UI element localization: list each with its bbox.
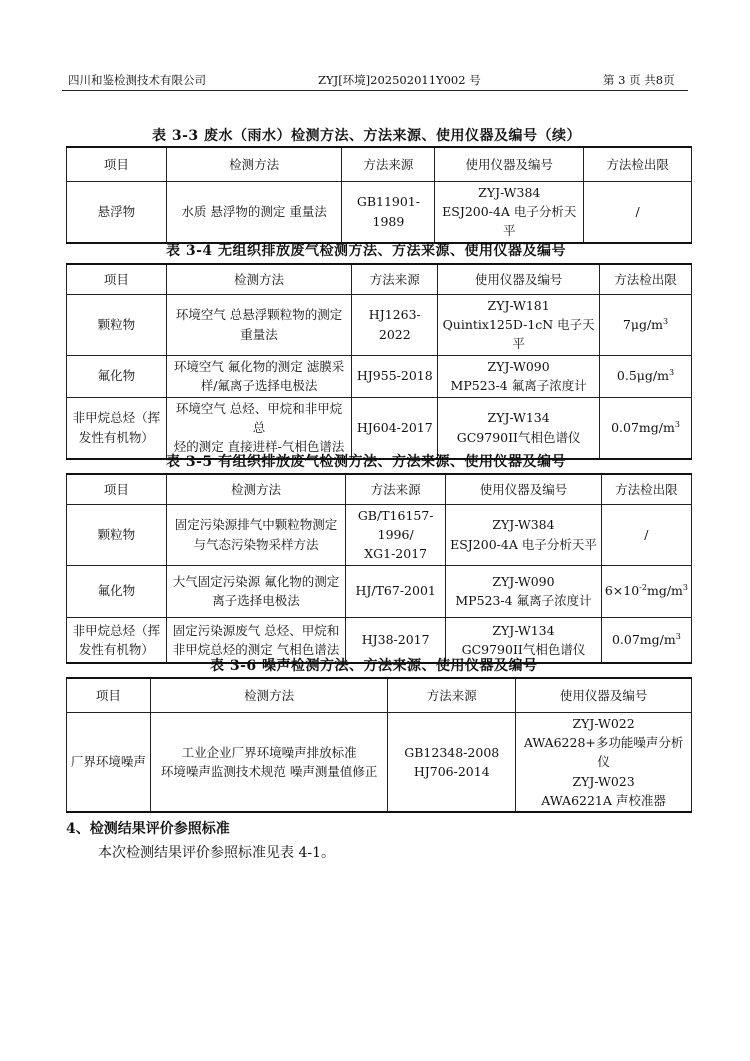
instrument-name: MP523-4 氟离子浓度计 <box>455 593 592 609</box>
method-cell <box>166 565 345 617</box>
instrument-cell <box>516 712 692 812</box>
source-cell <box>388 712 516 812</box>
header-cell: 检测方法 <box>166 147 342 181</box>
limit-unit-exponent: 3 <box>669 368 675 378</box>
limit-value: 0.07mg/m <box>611 632 676 648</box>
method-line: 环境噪声监测技术规范 噪声测量值修正 <box>160 763 378 779</box>
header-divider <box>62 90 688 91</box>
instrument-cell <box>435 181 584 243</box>
instrument-name: AWA6221A 声校准器 <box>541 793 666 808</box>
page-number: 第 3 页 共8页 <box>603 73 675 87</box>
source-cell: HJ/T67-2001 <box>346 565 446 617</box>
instrument-cell <box>446 565 602 617</box>
table-3-5-caption: 表 3-5 有组织排放废气检测方法、方法来源、使用仪器及编号 <box>166 454 567 470</box>
source-line: GB/T16157-1996/ <box>357 507 434 542</box>
limit-value: 0.5μg/m <box>616 368 669 384</box>
method-cell <box>166 294 352 355</box>
method-line: 大气固定污染源 氟化物的测定 <box>172 573 340 589</box>
instrument-cell <box>446 504 602 565</box>
header-cell: 方法检出限 <box>600 264 692 294</box>
instrument-name: MP523-4 氟离子浓度计 <box>450 378 587 394</box>
method-line: 环境空气 氟化物的测定 滤膜采 <box>173 358 345 374</box>
header-cell: 方法来源 <box>352 264 438 294</box>
limit-cell <box>601 617 691 663</box>
header-cell: 使用仪器及编号 <box>435 147 584 181</box>
instrument-id: ZYJ-W022 <box>572 715 635 731</box>
table-header-row <box>67 147 692 181</box>
limit-value: 7μg/m <box>622 316 664 332</box>
item-line: 非甲烷总烃（挥 <box>72 622 161 638</box>
item-cell: 氟化物 <box>67 565 167 617</box>
item-line: 发性有机物） <box>78 429 154 445</box>
instrument-id: ZYJ-W134 <box>487 410 550 426</box>
table-row <box>67 181 692 243</box>
instrument-id: ZYJ-W134 <box>492 622 555 638</box>
method-cell <box>166 504 345 565</box>
header-cell: 检测方法 <box>150 678 387 712</box>
instrument-name: AWA6228+多功能噪声分析仪 <box>523 734 684 770</box>
table-row <box>67 712 692 812</box>
table-3-4-caption: 表 3-4 无组织排放废气检测方法、方法来源、使用仪器及编号 <box>166 243 567 259</box>
section-4-text: 本次检测结果评价参照标准见表 4-1。 <box>98 845 335 861</box>
header-cell: 使用仪器及编号 <box>516 678 692 712</box>
method-line: 与气态污染物采样方法 <box>193 536 319 552</box>
table-3-5 <box>66 473 692 664</box>
header-cell: 项目 <box>67 474 167 504</box>
method-line: 固定污染源废气 总烃、甲烷和 <box>172 622 340 638</box>
method-line: 离子选择电极法 <box>212 593 300 609</box>
item-cell: 氟化物 <box>67 355 167 397</box>
limit-cell <box>600 397 692 459</box>
instrument-id: ZYJ-W384 <box>492 517 555 533</box>
limit-unit-exponent: 3 <box>675 632 681 642</box>
instrument-cell <box>438 294 600 355</box>
header-cell: 方法来源 <box>388 678 516 712</box>
header-cell: 方法检出限 <box>601 474 691 504</box>
table-header-row <box>67 678 692 712</box>
header-cell: 检测方法 <box>166 474 345 504</box>
limit-cell <box>601 565 691 617</box>
item-line: 发性有机物） <box>78 641 154 657</box>
table-header-row <box>67 474 692 504</box>
limit-cell <box>600 355 692 397</box>
section-4-title: 4、检测结果评价参照标准 <box>66 821 230 837</box>
source-cell: HJ38-2017 <box>346 617 446 663</box>
instrument-name: GC9790II气相色谱仪 <box>461 641 586 657</box>
limit-unit-exponent: 3 <box>674 419 680 429</box>
table-row <box>67 504 692 565</box>
table-row <box>67 355 692 397</box>
method-line: 固定污染源排气中颗粒物测定 <box>174 517 338 533</box>
table-3-4 <box>66 263 692 460</box>
limit-cell <box>600 294 692 355</box>
limit-cell: / <box>584 181 692 243</box>
source-cell: HJ604-2017 <box>352 397 438 459</box>
instrument-cell <box>438 397 600 459</box>
table-3-3-caption: 表 3-3 废水（雨水）检测方法、方法来源、使用仪器及编号（续） <box>152 128 582 144</box>
header-cell: 方法来源 <box>346 474 446 504</box>
item-cell: 颗粒物 <box>67 504 167 565</box>
table-row <box>67 294 692 355</box>
limit-value: 6×10 <box>604 583 640 599</box>
source-cell: HJ1263-2022 <box>352 294 438 355</box>
method-cell: 水质 悬浮物的测定 重量法 <box>166 181 342 243</box>
limit-exponent: -2 <box>639 583 647 593</box>
item-cell <box>67 617 167 663</box>
table-3-6 <box>66 677 692 813</box>
method-cell <box>150 712 387 812</box>
instrument-id: ZYJ-W181 <box>487 297 550 313</box>
limit-unit-exponent: 3 <box>663 316 669 326</box>
item-cell <box>67 397 167 459</box>
method-cell <box>166 355 352 397</box>
instrument-name: Quintix125D-1cN 电子天平 <box>442 316 595 352</box>
source-line: HJ706-2014 <box>413 763 490 779</box>
source-cell <box>346 504 446 565</box>
company-name: 四川和鉴检测技术有限公司 <box>68 73 206 87</box>
instrument-name: GC9790II气相色谱仪 <box>456 429 581 445</box>
method-cell <box>166 397 352 459</box>
limit-cell: / <box>601 504 691 565</box>
instrument-id: ZYJ-W384 <box>478 184 541 200</box>
table-row <box>67 397 692 459</box>
method-line: 重量法 <box>240 326 278 342</box>
limit-unit-exponent: 3 <box>682 583 688 593</box>
method-line: 环境空气 总悬浮颗粒物的测定 <box>175 307 343 323</box>
source-line: XG1-2017 <box>364 546 428 562</box>
header-cell: 项目 <box>67 678 151 712</box>
header-cell: 使用仪器及编号 <box>438 264 600 294</box>
item-line: 非甲烷总烃（挥 <box>72 410 161 426</box>
instrument-name: ESJ200-4A 电子分析天平 <box>442 203 577 239</box>
source-line: GB12348-2008 <box>404 744 500 760</box>
header-cell: 项目 <box>67 147 167 181</box>
method-line: 环境空气 总烃、甲烷和非甲烷总 <box>175 400 343 435</box>
limit-value: 0.07mg/m <box>611 420 675 435</box>
instrument-name: ESJ200-4A 电子分析天平 <box>450 536 597 552</box>
instrument-id: ZYJ-W090 <box>487 358 550 374</box>
item-cell: 悬浮物 <box>67 181 167 243</box>
table-header-row <box>67 264 692 294</box>
method-line: 样/氟离子选择电极法 <box>200 378 318 394</box>
header-cell: 检测方法 <box>166 264 352 294</box>
header-cell: 方法检出限 <box>584 147 692 181</box>
header-cell: 使用仪器及编号 <box>446 474 602 504</box>
item-cell: 颗粒物 <box>67 294 167 355</box>
instrument-id: ZYJ-W090 <box>492 573 555 589</box>
instrument-id: ZYJ-W023 <box>572 773 635 789</box>
method-line: 烃的测定 直接进样-气相色谱法 <box>173 439 345 455</box>
header-cell: 方法来源 <box>342 147 435 181</box>
table-3-6-caption: 表 3-6 噪声检测方法、方法来源、使用仪器及编号 <box>210 658 538 674</box>
source-cell: GB11901-1989 <box>342 181 435 243</box>
method-line: 非甲烷总烃的测定 气相色谱法 <box>172 641 340 657</box>
source-cell: HJ955-2018 <box>352 355 438 397</box>
table-3-3 <box>66 146 692 244</box>
table-row <box>67 565 692 617</box>
header-cell: 项目 <box>67 264 167 294</box>
method-line: 工业企业厂界环境噪声排放标准 <box>181 744 357 760</box>
limit-unit: mg/m <box>646 583 683 599</box>
item-cell: 厂界环境噪声 <box>67 712 151 812</box>
instrument-cell <box>438 355 600 397</box>
report-number: ZYJ[环境]202502011Y002 号 <box>318 73 481 87</box>
